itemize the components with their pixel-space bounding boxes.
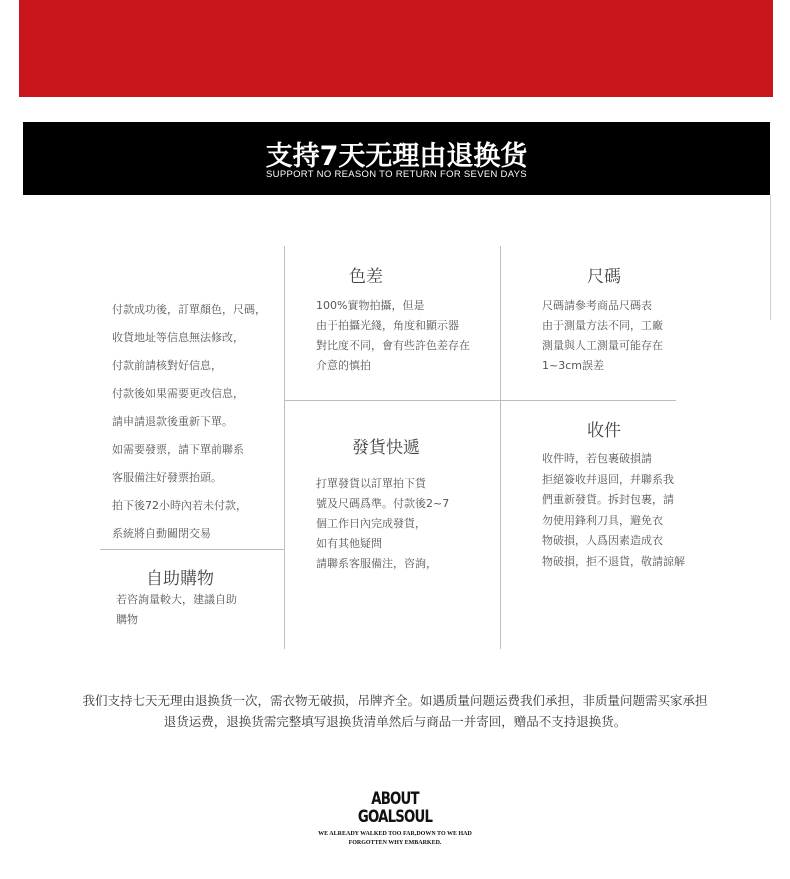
side-divider: [770, 195, 771, 320]
color-diff-line: 由于拍攝光綫，角度和顯示器: [316, 319, 459, 332]
shipping-text: [316, 474, 449, 574]
size-text: [542, 296, 663, 376]
logo-line-2: GOALSOUL: [357, 807, 433, 827]
payment-note-line: 收貨地址等信息無法修改，: [112, 331, 244, 344]
shipping-line: 打單發貨以訂單拍下貨: [316, 477, 426, 490]
receipt-line: 收件時，若包裹破損請: [542, 452, 652, 465]
banner-title: 支持7天无理由退换货: [265, 141, 528, 172]
divider-horizontal-middle: [284, 400, 676, 401]
size-line: 測量與人工測量可能存在: [542, 339, 663, 352]
payment-note-line: 付款成功後，訂單顏色，尺碼，: [112, 303, 266, 316]
return-policy-banner: [23, 122, 770, 195]
shipping-heading: 發貨快遞: [352, 438, 420, 458]
receipt-line: 物破損，拒不退貨，敬請諒解: [542, 554, 685, 568]
logo-line-1: ABOUT: [371, 789, 419, 809]
return-policy-note: [30, 690, 760, 732]
logo-tagline-2: FORGOTTEN WHY EMBARKED.: [348, 840, 442, 846]
receipt-line: 物破損，人爲因素造成衣: [542, 534, 663, 547]
color-diff-line: 介意的慎拍: [316, 359, 371, 372]
shipping-line: 請聯系客服備注，咨詢，: [316, 557, 437, 570]
receipt-text: [542, 449, 685, 572]
divider-horizontal-left: [100, 549, 284, 550]
payment-note-line: 付款後如果需要更改信息，: [112, 387, 244, 400]
self-service-heading: 自助購物: [146, 569, 214, 589]
return-policy-line-1: 我们支持七天无理由退换货一次，需衣物无破损，吊牌齐全。如遇质量问题运费我们承担，非质量问题需买家承担: [82, 693, 708, 708]
color-diff-heading: 色差: [349, 267, 383, 287]
payment-note-line: 系統將自動關閉交易: [112, 527, 211, 540]
shipping-line: 個工作日內完成發貨，: [316, 517, 426, 530]
size-heading: 尺碼: [587, 267, 621, 287]
payment-note-line: 請申請退款後重新下單。: [112, 415, 233, 428]
brand-logo: [0, 790, 790, 848]
payment-note-line: 拍下後72小時內若未付款，: [112, 499, 247, 512]
size-line: 1~3cm誤差: [542, 359, 604, 372]
top-red-fabric-banner: [19, 0, 773, 97]
shipping-line: 號及尺碼爲準。付款後2~7: [316, 497, 450, 510]
color-diff-text: [316, 296, 470, 376]
receipt-line: 們重新發貨。拆封包裹，請: [542, 493, 674, 506]
payment-note-line: 客服備注好發票抬頭。: [112, 471, 222, 484]
payment-notes: [112, 296, 266, 548]
shipping-line: 如有其他疑問: [316, 537, 382, 550]
divider-vertical-left: [284, 246, 285, 649]
self-service-line: 購物: [116, 613, 138, 626]
receipt-line: 勿使用鋒利刀具，避免衣: [542, 513, 663, 527]
receipt-line: 拒絕簽收幷退回，幷聯系我: [542, 472, 674, 486]
self-service-text: [116, 590, 237, 630]
payment-note-line: 付款前請核對好信息，: [112, 359, 222, 372]
size-line: 尺碼請參考商品尺碼表: [542, 299, 652, 312]
return-policy-line-2: 退货运费，退换货需完整填写退换货清单然后与商品一并寄回，赠品不支持退换货。: [163, 714, 627, 729]
logo-tagline-1: WE ALREADY WALKED TOO FAR,DOWN TO WE HAD: [318, 831, 472, 837]
payment-note-line: 如需要發票，請下單前聯系: [112, 443, 244, 456]
size-line: 由于測量方法不同，工廠: [542, 319, 663, 332]
banner-subtitle: SUPPORT NO REASON TO RETURN FOR SEVEN DAYS: [266, 169, 527, 180]
color-diff-line: 100%實物拍攝，但是: [316, 299, 425, 312]
self-service-line: 若咨詢量較大，建議自助: [116, 593, 237, 606]
receipt-heading: 收件: [587, 421, 621, 441]
color-diff-line: 對比度不同，會有些許色差存在: [316, 339, 470, 352]
divider-vertical-right: [500, 246, 501, 649]
